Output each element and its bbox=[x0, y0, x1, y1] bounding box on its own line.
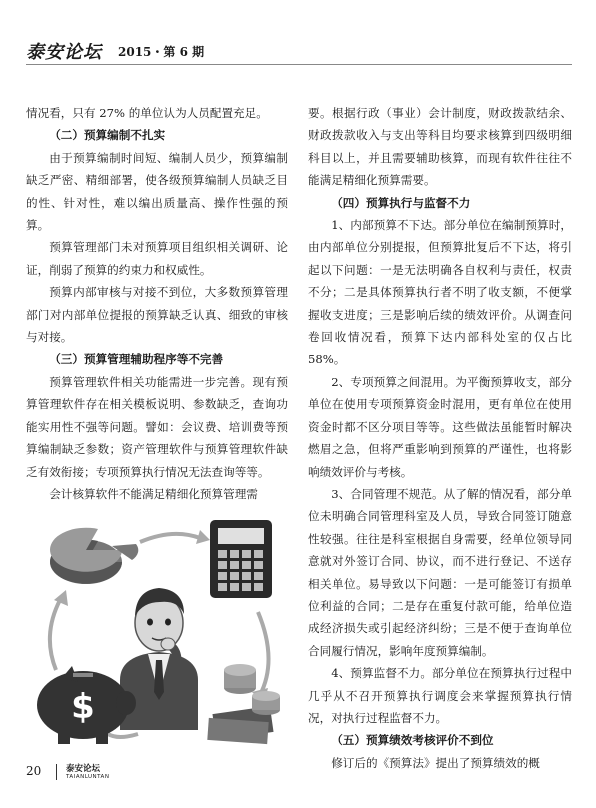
paragraph: 预算内部审核与对接不到位，大多数预算管理部门对内部单位提报的预算缺乏认真、细致的审核与对接。 bbox=[26, 285, 288, 345]
journal-issue: 2015・第 6 期 bbox=[118, 45, 205, 59]
calculator-key bbox=[230, 572, 239, 580]
calculator-key bbox=[242, 572, 251, 580]
page-number: 20 bbox=[26, 764, 42, 778]
calculator-key bbox=[254, 561, 263, 569]
paragraph: 4、预算监督不力。部分单位在预算执行过程中几乎从不召开预算执行调度会来掌握预算执行情况，对执行过程监督不力。 bbox=[308, 666, 572, 725]
calculator-key bbox=[218, 561, 227, 569]
calculator-key bbox=[230, 561, 239, 569]
paragraph: 预算管理部门未对预算项目组织相关调研、论证，削弱了预算的约束力和权威性。 bbox=[26, 240, 288, 277]
footer-divider bbox=[56, 764, 57, 780]
paragraph: 会计核算软件不能满足精细化预算管理需 bbox=[49, 486, 258, 501]
paragraph: 3、合同管理不规范。从了解的情况看，部分单位未明确合同管理科室及人员，导致合同签订随意性较强。往往是科室根据自身需要，经单位领导同意就对外签订合同、协议，而不进行登记、不送存相关单位。易导致以下问题：一是可能签订有损单位利益的合同；二是存在重复付款可能，给单位造成经济损失或引起经济纠纷；三是不便于查询单位合同履行情况，影响年度预算编制。 bbox=[308, 486, 572, 658]
page-footer bbox=[26, 756, 572, 786]
page-header bbox=[26, 34, 572, 65]
section-heading: （三）预算管理辅助程序等不完善 bbox=[49, 352, 224, 367]
section-heading: （五）预算绩效考核评价不到位 bbox=[331, 733, 494, 748]
arrow-icon bbox=[258, 612, 269, 695]
calculator-key bbox=[230, 550, 239, 558]
budget-cycle-illustration bbox=[28, 520, 290, 745]
calculator-key bbox=[242, 583, 251, 591]
calculator-key bbox=[230, 583, 239, 591]
calculator-icon bbox=[210, 520, 272, 598]
paragraph: 预算管理软件相关功能需进一步完善。现有预算管理软件存在相关模板说明、参数缺乏，查询功能实用性不强等问题。譬如：会议费、培训费等预算编制缺乏参数；资产管理软件与预算管理软件缺乏有效衔接；专项预算执行情况无法查询等等。 bbox=[26, 374, 288, 479]
dollar-sign: $ bbox=[71, 687, 95, 727]
section-heading: （四）预算执行与监督不力 bbox=[331, 195, 471, 210]
calculator-key bbox=[242, 550, 251, 558]
right-column bbox=[308, 102, 572, 774]
paragraph: 由于预算编制时间短、编制人员少，预算编制缺乏严密、精细部署，使各级预算编制人员缺乏目的性、针对性，难以编出质量高、操作性强的预算。 bbox=[26, 150, 288, 233]
footer-brand-pinyin: TAIANLUNTAN bbox=[66, 774, 110, 780]
footer-brand: 泰安论坛 bbox=[66, 764, 101, 774]
section-heading: （二）预算编制不扎实 bbox=[49, 128, 166, 143]
paragraph: 情况看，只有 27% 的单位认为人员配置充足。 bbox=[26, 106, 268, 120]
left-column bbox=[26, 102, 288, 505]
calculator-key bbox=[254, 583, 263, 591]
paragraph: 2、专项预算之间混用。为平衡预算收支，部分单位在使用专项预算资金时混用，更有单位在使用资金时都不区分项目等等。这些做法虽能暂时解决燃眉之急，但将严重影响到预算的严谨性，也将影响绩效评价与考核。 bbox=[308, 374, 572, 479]
arrow-icon bbox=[108, 734, 138, 737]
money-stack-icon bbox=[207, 664, 280, 744]
arrow-icon bbox=[50, 600, 60, 670]
calculator-key bbox=[218, 572, 227, 580]
journal-brand: 泰安论坛 bbox=[26, 42, 102, 63]
paragraph: 要。根据行政（事业）会计制度，财政拨款结余、财政拨款收入与支出等科目均要求核算到四级明细科目以上，并且需要辅助核算，而现有软件往往不能满足精细化预算需要。 bbox=[308, 106, 572, 188]
pie-chart-icon bbox=[50, 528, 138, 584]
calculator-key bbox=[242, 561, 251, 569]
paragraph: 修订后的《预算法》提出了预算绩效的概 bbox=[331, 755, 540, 770]
calculator-key bbox=[254, 550, 263, 558]
calculator-key bbox=[218, 550, 227, 558]
paragraph: 1、内部预算不下达。部分单位在编制预算时，由内部单位分别提报，但预算批复后不下达，将引起以下问题：一是无法明确各自权利与责任，权责不分；二是具体预算执行者不明了收支额，不便掌握收支进度；三是影响后续的绩效评价。从调查问卷回收情况看，预算下达内部科处室的仅占比 58%。 bbox=[308, 218, 572, 367]
calculator-key bbox=[254, 572, 263, 580]
arrow-icon bbox=[140, 534, 200, 542]
calculator-key bbox=[218, 583, 227, 591]
